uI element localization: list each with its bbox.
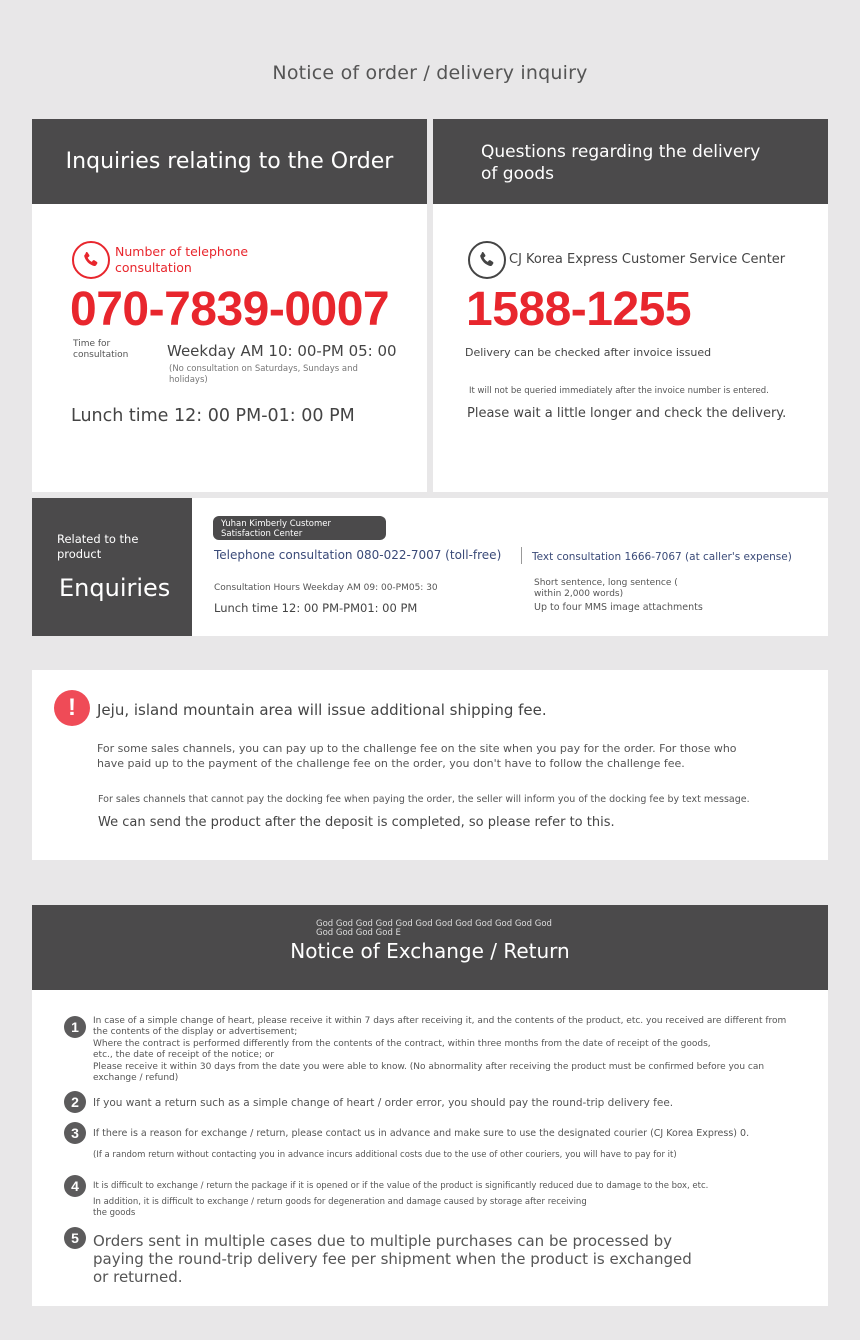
order-hours: Weekday AM 10: 00-PM 05: 00 xyxy=(167,342,397,360)
exchange-title: Notice of Exchange / Return xyxy=(290,939,570,963)
order-lunch: Lunch time 12: 00 PM-01: 00 PM xyxy=(71,406,355,426)
exchange-item-3: If there is a reason for exchange / return, please contact us in advance and make sure to use the designated courier (CJ Korea Express) 0. xyxy=(93,1128,750,1139)
product-enquiries-panel xyxy=(32,498,192,636)
text-consultation: Text consultation 1666-7067 (at caller's expense) xyxy=(532,551,792,563)
delivery-phone-number: 1588-1255 xyxy=(466,283,692,336)
phone-icon xyxy=(72,241,110,279)
shipping-paragraph-1: For some sales channels, you can pay up to the challenge fee on the site when you pay for the order. For those who have paid up to the payment of the challenge fee on the order, you don't have to follow the challenge fee. xyxy=(97,742,737,770)
exclamation-icon: ! xyxy=(54,690,90,726)
exchange-item-3-b: (If a random return without contacting you in advance incurs additional costs due to the use of other couriers, you will have to pay for it) xyxy=(93,1150,677,1160)
shipping-paragraph-2: For sales channels that cannot pay the docking fee when paying the order, the seller will inform you of the docking fee by text message. xyxy=(98,794,750,805)
hours-note: (No consultation on Saturdays, Sundays and holidays) xyxy=(169,364,358,385)
time-label: Time for consultation xyxy=(73,339,129,360)
delivery-inquiry-header: Questions regarding the delivery of goods xyxy=(433,119,828,204)
product-lunch: Lunch time 12: 00 PM-PM01: 00 PM xyxy=(214,601,418,615)
exchange-item-1-b: Where the contract is performed differently from the contents of the contract, within three months from the date of receipt of the goods, etc., the date of receipt of the notice; or xyxy=(93,1039,711,1060)
exchange-item-2: If you want a return such as a simple change of heart / order error, you should pay the round-trip delivery fee. xyxy=(93,1097,674,1109)
delivery-inquiry-card xyxy=(433,204,828,492)
consultation-hours: Consultation Hours Weekday AM 09: 00-PM05: 30 xyxy=(214,583,438,593)
telephone-consultation: Telephone consultation 080-022-7007 (toll-free) xyxy=(214,548,502,562)
order-inquiry-card xyxy=(32,204,427,492)
mms-note: Up to four MMS image attachments xyxy=(534,602,703,613)
invoice-note: It will not be queried immediately after the invoice number is entered. xyxy=(469,386,769,396)
enquiries-title: Enquiries xyxy=(59,574,171,602)
step-number: 4 xyxy=(64,1175,86,1197)
shipping-paragraph-3: We can send the product after the deposit is completed, so please refer to this. xyxy=(98,815,615,830)
exchange-item-1: In case of a simple change of heart, please receive it within 7 days after receiving it, and the contents of the product, etc. you received are different from the contents of the display or advertisement; xyxy=(93,1016,787,1037)
delivery-wait-note: Please wait a little longer and check the delivery. xyxy=(467,406,787,421)
center-badge: Yuhan Kimberly Customer Satisfaction Center xyxy=(213,516,386,540)
step-number: 3 xyxy=(64,1122,86,1144)
step-number: 1 xyxy=(64,1016,86,1038)
order-phone-number: 070-7839-0007 xyxy=(70,283,390,336)
divider xyxy=(521,547,522,564)
related-label: Related to the product xyxy=(57,532,139,561)
exchange-item-4: It is difficult to exchange / return the package if it is opened or if the value of the product is significantly reduced due to damage to the box, etc. xyxy=(93,1181,709,1191)
exchange-item-1-c: Please receive it within 30 days from the date you were able to know. (No abnormality after receiving the product must be confirmed before you can exchange / refund) xyxy=(93,1062,765,1083)
order-inquiry-header: Inquiries relating to the Order xyxy=(32,119,427,204)
shipping-headline: Jeju, island mountain area will issue additional shipping fee. xyxy=(97,701,547,719)
exchange-item-4-b: In addition, it is difficult to exchange / return goods for degeneration and damage caused by storage after receiving the goods xyxy=(93,1197,587,1218)
phone-label: Number of telephone consultation xyxy=(115,244,249,275)
step-number: 2 xyxy=(64,1091,86,1113)
delivery-checked-note: Delivery can be checked after invoice issued xyxy=(465,346,712,359)
service-center-name: CJ Korea Express Customer Service Center xyxy=(509,252,786,267)
phone-icon xyxy=(468,241,506,279)
header-watermark: God God God God God God God God God God God God God God God God E xyxy=(316,919,552,938)
exchange-return-header xyxy=(32,905,828,990)
exchange-item-5: Orders sent in multiple cases due to multiple purchases can be processed by paying the round-trip delivery fee per shipment when the product is exchanged or returned. xyxy=(93,1232,692,1286)
page-title: Notice of order / delivery inquiry xyxy=(272,62,588,84)
step-number: 5 xyxy=(64,1227,86,1249)
sentence-note: Short sentence, long sentence ( within 2,000 words) xyxy=(534,578,678,599)
